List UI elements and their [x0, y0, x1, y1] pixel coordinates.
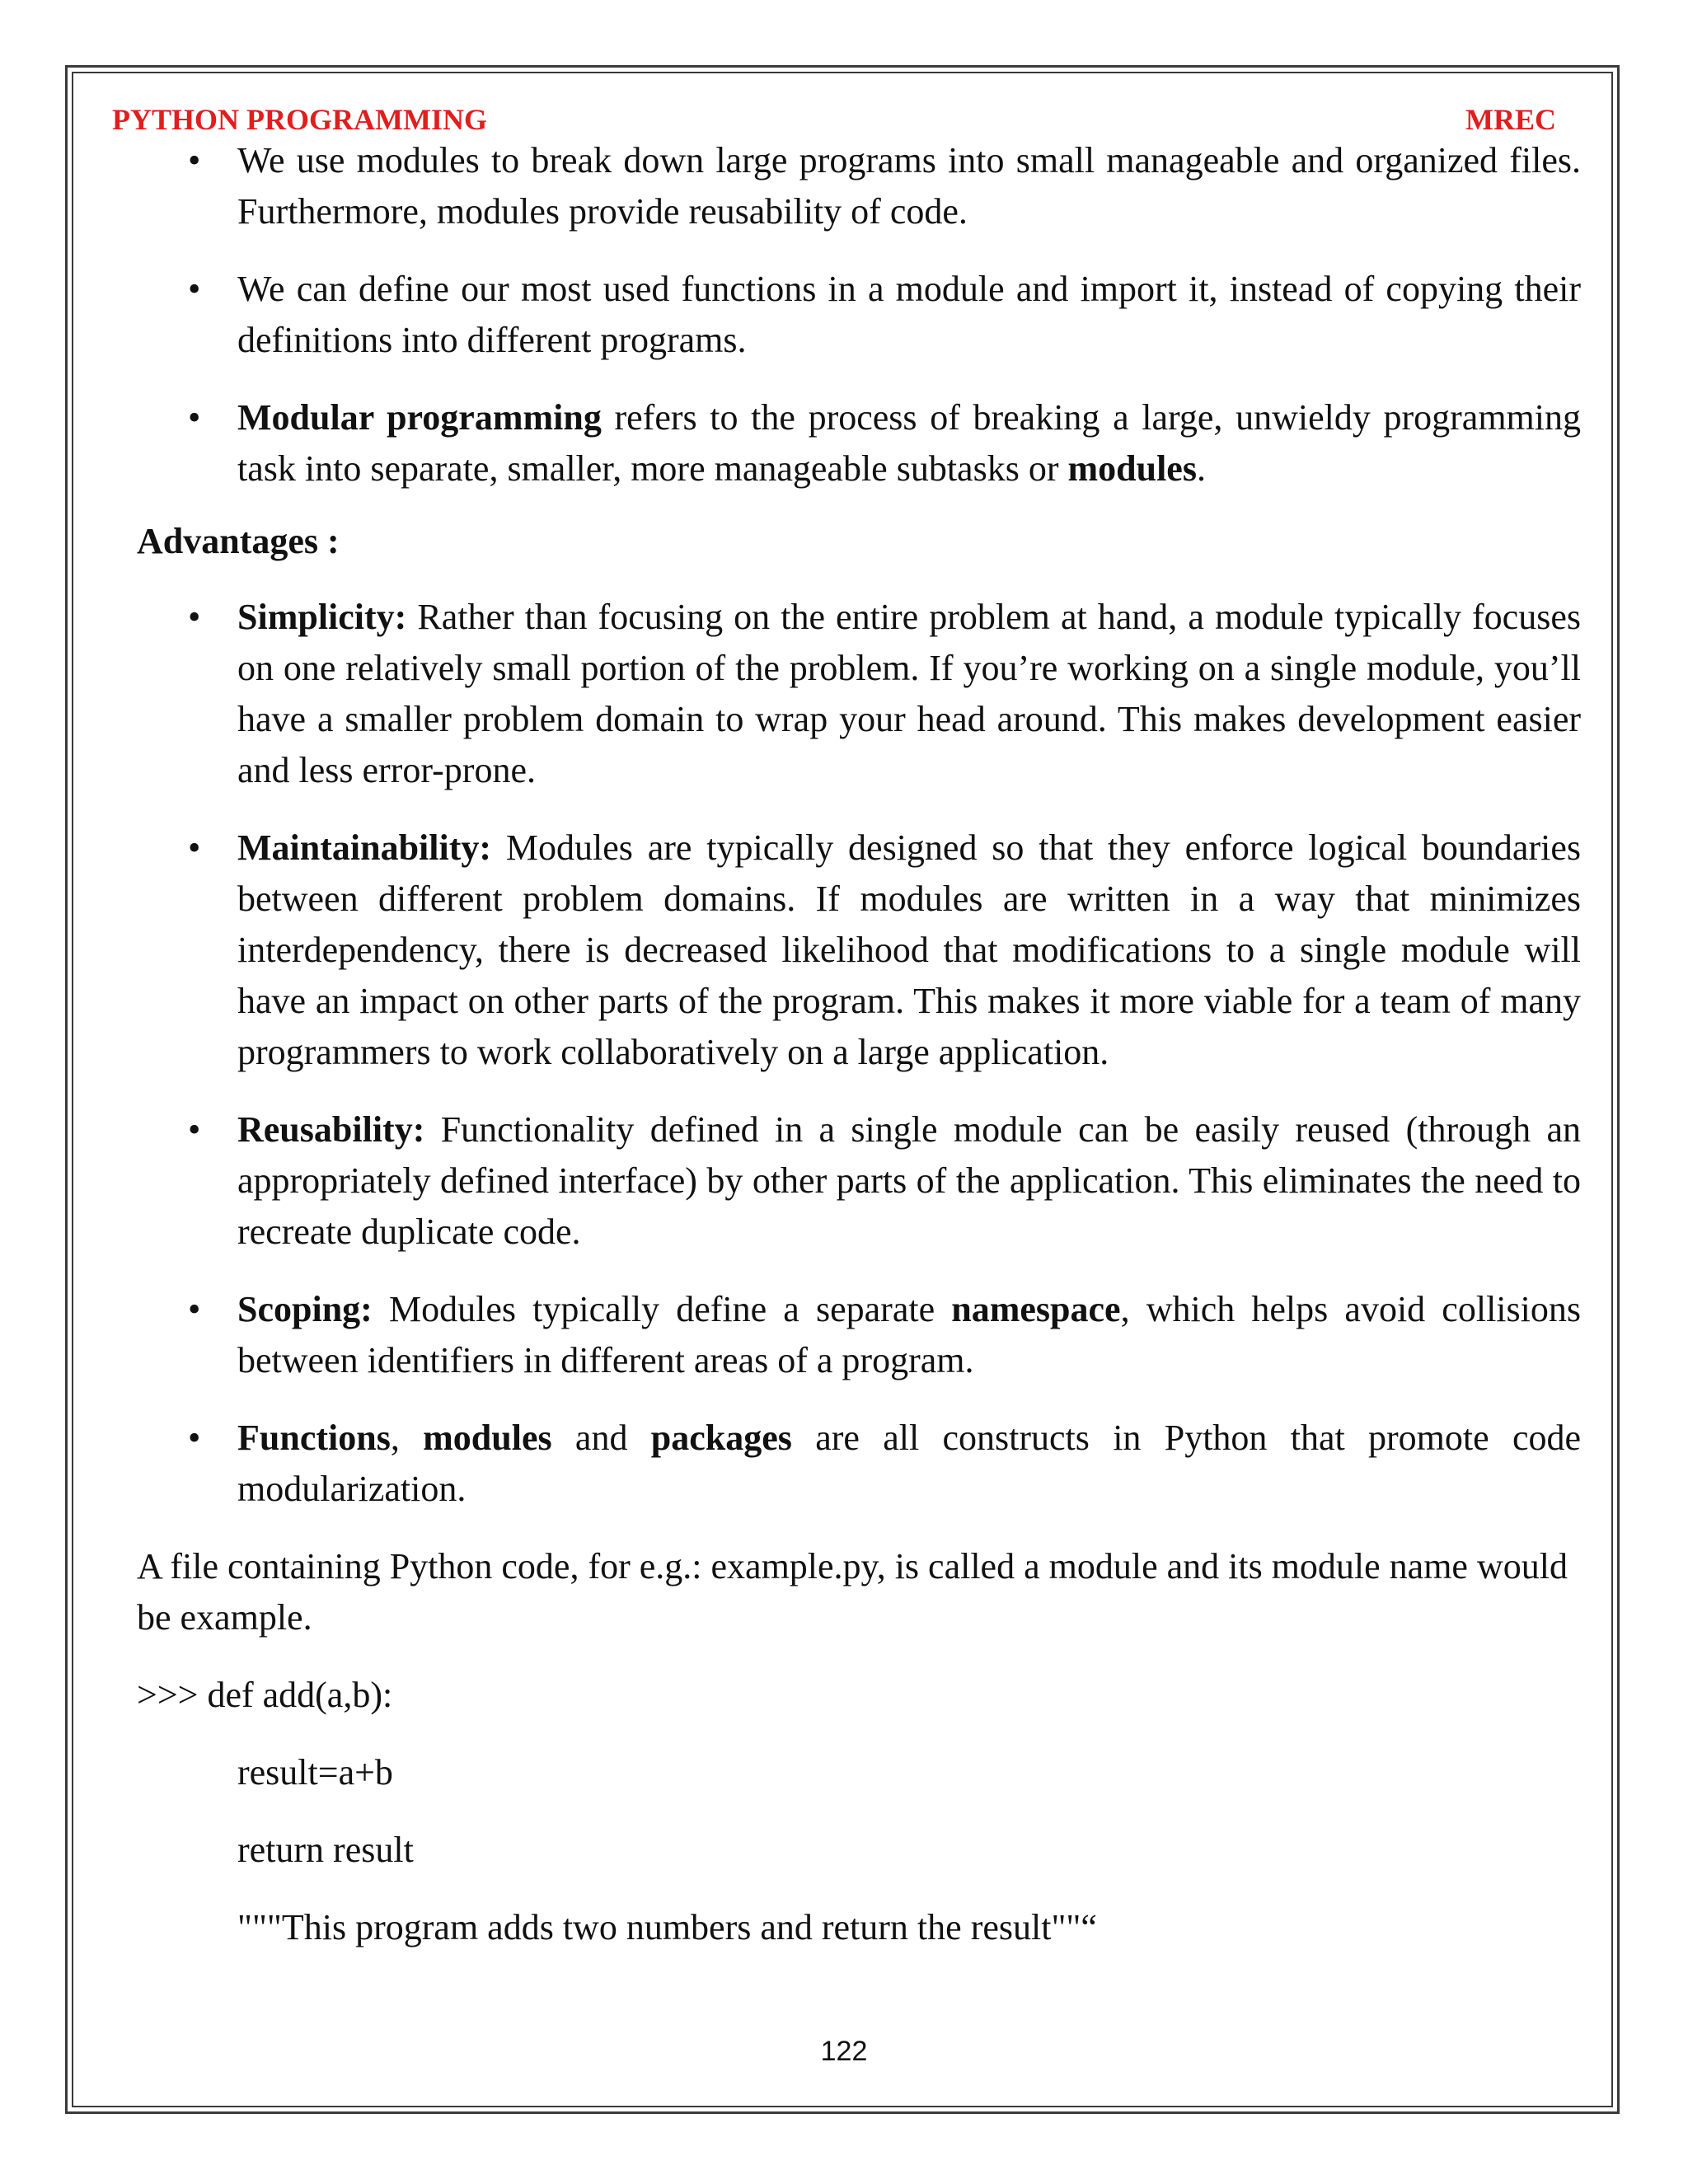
bold-term: Simplicity:	[237, 597, 407, 637]
page-header	[112, 102, 1556, 138]
list-item: • Maintainability: Modules are typically designed so that they enforce logical boundaries between different problem domains. If modules are written in a way that minimizes interdependency, there is decreased likelihood that modifications to a single module will have an impact on other parts of the program. This makes it more viable for a team of many programmers to work collaboratively on a large application.	[137, 823, 1581, 1078]
bold-term: Scoping:	[237, 1289, 373, 1329]
bold-term: Maintainability:	[237, 827, 492, 868]
list-item: • We use modules to break down large programs into small manageable and organized files. Furthermore, modules provide reusability of code.	[137, 135, 1581, 237]
advantages-list	[137, 592, 1581, 1515]
bold-term: Functions	[237, 1418, 391, 1458]
bold-term: Reusability:	[237, 1109, 425, 1150]
list-item: • We can define our most used functions in a module and import it, instead of copying their definitions into different programs.	[137, 264, 1581, 366]
page-content	[137, 135, 1581, 1953]
list-item: • Reusability: Functionality defined in a single module can be easily reused (through an appropriately defined interface) by other parts of the application. This eliminates the need to recreate duplicate code.	[137, 1104, 1581, 1258]
bold-term: modules	[423, 1418, 552, 1458]
bold-term: packages	[650, 1418, 792, 1458]
bold-term: Modular programming	[237, 397, 602, 438]
header-title: PYTHON PROGRAMMING	[112, 103, 487, 136]
advantages-heading: Advantages :	[137, 521, 340, 561]
code-line: >>> def add(a,b):	[137, 1675, 393, 1715]
code-line: return result	[237, 1830, 414, 1870]
intro-bullet-list	[137, 135, 1581, 494]
module-paragraph: A file containing Python code, for e.g.: example.py, is called a module and its module name would be example.	[137, 1546, 1568, 1638]
code-line: """This program adds two numbers and return the result""“	[237, 1907, 1097, 1947]
list-item: • Simplicity: Rather than focusing on the entire problem at hand, a module typically focuses on one relatively small portion of the problem. If you’re working on a single module, you’ll have a smaller problem domain to wrap your head around. This makes development easier and less error-prone.	[137, 592, 1581, 796]
list-item: • Scoping: Modules typically define a separate namespace, which helps avoid collisions between identifiers in different areas of a program.	[137, 1284, 1581, 1386]
header-institution: MREC	[1465, 103, 1556, 136]
page-number: 122	[820, 2036, 868, 2067]
code-line: result=a+b	[237, 1752, 393, 1793]
list-item: • Modular programming refers to the process of breaking a large, unwieldy programming task into separate, smaller, more manageable subtasks or modules.	[137, 392, 1581, 494]
bold-term: namespace	[951, 1289, 1121, 1329]
list-item: • Functions, modules and packages are all constructs in Python that promote code modularization.	[137, 1413, 1581, 1515]
bold-term: modules	[1067, 448, 1197, 489]
